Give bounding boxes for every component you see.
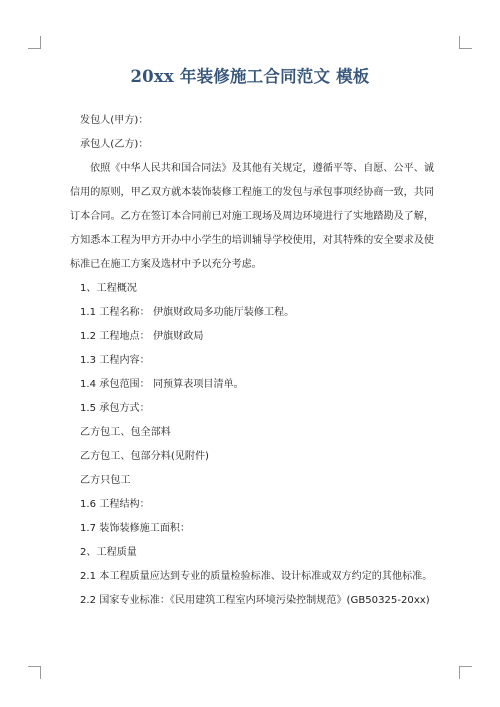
paragraph-line: 发包人(甲方)： <box>80 115 149 126</box>
crop-mark-bottom-right <box>459 666 472 679</box>
paragraph-line: 依照《中华人民共和国合同法》及其他有关规定，遵循平等、自愿、公平、诚 <box>90 163 434 174</box>
paragraph-line: 1.7 装饰装修施工面积： <box>80 523 191 534</box>
paragraph-line: 1.2 工程地点： 伊旗财政局 <box>80 331 204 342</box>
paragraph-line: 1.4 承包范围： 同预算表项目清单。 <box>80 379 244 390</box>
paragraph-line: 乙方包工、包部分料(见附件) <box>80 451 210 462</box>
paragraph-line: 订本合同。乙方在签订本合同前已对施工现场及周边环境进行了实地踏勘及了解， <box>70 211 434 222</box>
paragraph-line: 乙方只包工 <box>80 475 131 486</box>
document-title: 20xx 年装修施工合同范文 模板 <box>130 67 370 86</box>
crop-mark-top-left <box>28 36 41 49</box>
paragraph-line: 2、工程质量 <box>80 547 137 558</box>
document-body <box>70 109 434 613</box>
paragraph-line: 1.5 承包方式： <box>80 403 150 414</box>
paragraph-line: 2.1 本工程质量应达到专业的质量检验标准、设计标准或双方约定的其他标准。 <box>80 571 433 582</box>
paragraph-line: 1.3 工程内容： <box>80 355 150 366</box>
paragraph-line: 1、工程概况 <box>80 283 137 294</box>
crop-mark-top-right <box>459 36 472 49</box>
paragraph-line: 承包人(乙方)： <box>80 139 149 150</box>
paragraph-line: 信用的原则，甲乙双方就本装饰装修工程施工的发包与承包事项经协商一致，共同 <box>70 187 434 198</box>
paragraph-line: 2.2 国家专业标准：《民用建筑工程室内环境污染控制规范》(GB50325-20xx) <box>80 595 430 606</box>
paragraph-line: 1.6 工程结构： <box>80 499 150 510</box>
crop-mark-bottom-left <box>28 666 41 679</box>
paragraph-line: 乙方包工、包全部料 <box>80 427 171 438</box>
paragraph-line: 方知悉本工程为甲方开办中小学生的培训辅导学校使用，对其特殊的安全要求及使 <box>70 235 434 246</box>
paragraph-line: 1.1 工程名称： 伊旗财政局多功能厅装修工程。 <box>80 307 295 318</box>
paragraph-line: 标准已在施工方案及选材中予以充分考虑。 <box>70 259 262 270</box>
